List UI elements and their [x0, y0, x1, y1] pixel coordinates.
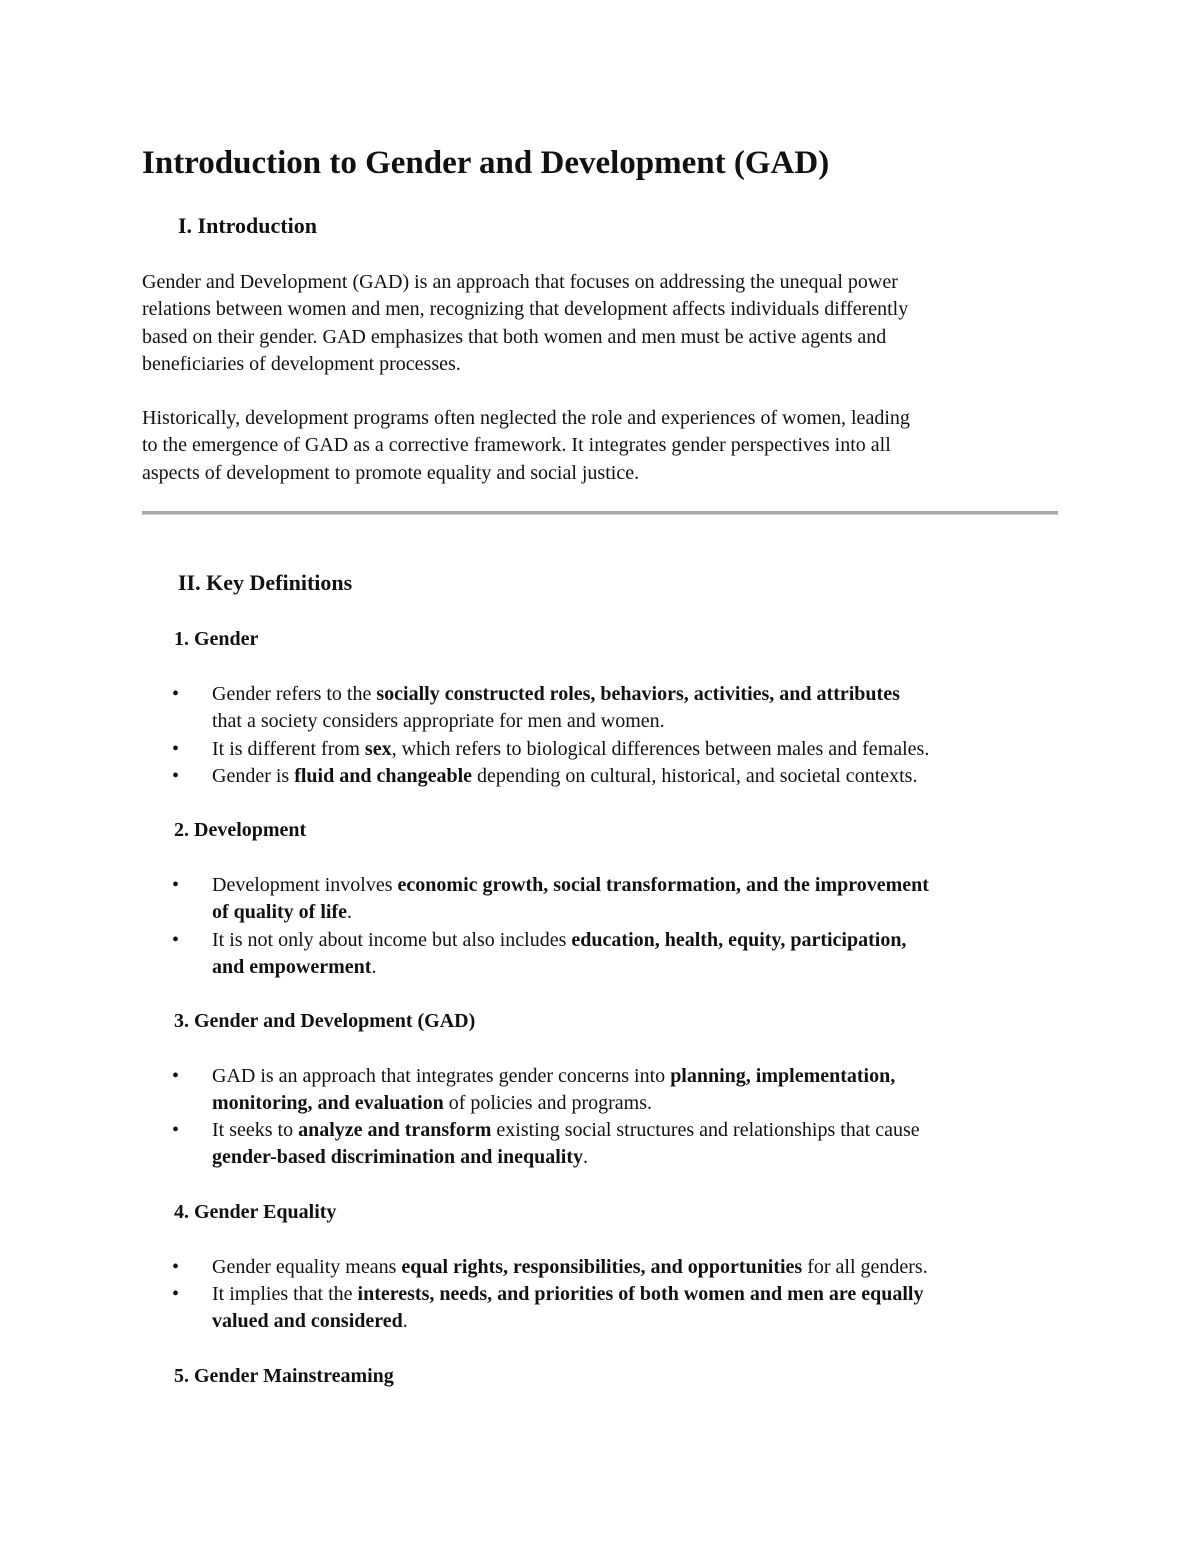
text-run: Development involves	[212, 874, 398, 896]
text-run: of policies and programs.	[443, 1092, 652, 1115]
bold-text: monitoring, and evaluation	[212, 1092, 444, 1115]
list-item-line	[212, 1254, 928, 1281]
bold-text: planning, implementation,	[670, 1065, 896, 1087]
bold-text: economic growth, social transformation, and the improvement	[397, 874, 929, 896]
text-run: depending on cultural, historical, and societal contexts.	[472, 765, 918, 787]
list-item-line	[212, 681, 900, 708]
text-run: It is not only about income but also includes	[212, 929, 572, 951]
bullet-marker: •	[172, 929, 180, 951]
text-run: Gender equality means	[212, 1256, 402, 1278]
bullet-marker: •	[172, 874, 180, 896]
list-item-text	[212, 1063, 895, 1118]
paragraph-line: based on their gender. GAD emphasizes that both women and men must be active agents and	[142, 325, 887, 348]
list-item-line	[212, 1063, 895, 1090]
bold-text: equal rights, responsibilities, and opportunities	[401, 1256, 803, 1278]
bullet-marker: •	[172, 765, 180, 787]
list-item-line	[212, 1281, 923, 1308]
bold-text: socially constructed roles, behaviors, activities, and attributes	[376, 683, 900, 705]
definition-heading-gender-equality: 4. Gender Equality	[174, 1201, 337, 1223]
list-item-text	[212, 681, 900, 736]
list-item-line	[212, 1144, 920, 1171]
text-run: GAD is an approach that integrates gender concerns into	[212, 1065, 671, 1087]
bullet-marker: •	[172, 738, 180, 760]
bold-text: education, health, equity, participation,	[571, 929, 907, 951]
list-item-line	[212, 708, 900, 735]
list-item-line	[212, 1308, 923, 1335]
definition-heading-gender: 1. Gender	[174, 628, 259, 650]
intro-paragraph-1	[142, 269, 1062, 378]
bold-text: sex	[364, 738, 392, 760]
list-item-text	[212, 736, 929, 763]
document-title: Introduction to Gender and Development (GAD)	[142, 145, 830, 181]
text-run: Gender refers to the	[212, 683, 377, 705]
text-run: It is different from	[212, 738, 365, 760]
intro-paragraph-2	[142, 405, 1062, 487]
list-item-text	[212, 927, 906, 982]
text-run: Gender is	[212, 765, 295, 787]
list-item-line	[212, 872, 929, 899]
list-item-text	[212, 1281, 923, 1336]
bold-text: analyze and transform	[298, 1119, 492, 1141]
section-heading-key-definitions: II. Key Definitions	[178, 570, 353, 595]
list-item-line	[212, 763, 917, 790]
definition-heading-gender-mainstreaming: 5. Gender Mainstreaming	[174, 1365, 394, 1387]
list-item-line	[212, 927, 906, 954]
paragraph-line: relations between women and men, recognizing that development affects individuals differently	[142, 298, 909, 321]
bullet-marker: •	[172, 1256, 180, 1278]
text-run: that a society considers appropriate for men and women.	[212, 710, 665, 733]
text-run: , which refers to biological differences between males and females.	[391, 738, 930, 760]
paragraph-line: aspects of development to promote equality and social justice.	[142, 461, 640, 484]
list-item-line	[212, 899, 929, 926]
definition-heading-development: 2. Development	[174, 819, 307, 841]
list-item-text	[212, 763, 917, 790]
bullet-marker: •	[172, 683, 180, 705]
bold-text: valued and considered	[212, 1310, 403, 1333]
paragraph-line: to the emergence of GAD as a corrective framework. It integrates gender perspectives into all	[142, 434, 891, 457]
text-run: .	[582, 1146, 588, 1169]
list-item-text	[212, 872, 929, 927]
bullet-marker: •	[172, 1283, 180, 1305]
list-item-text	[212, 1117, 920, 1172]
definition-heading-gad: 3. Gender and Development (GAD)	[174, 1010, 476, 1032]
list-item-line	[212, 1117, 920, 1144]
section-heading-introduction: I. Introduction	[178, 213, 317, 238]
list-item-text	[212, 1254, 928, 1281]
text-run: .	[371, 956, 377, 979]
horizontal-rule	[142, 511, 1058, 515]
bullet-marker: •	[172, 1065, 180, 1087]
list-item-line	[212, 736, 929, 763]
paragraph-line: Gender and Development (GAD) is an approach that focuses on addressing the unequal power	[142, 271, 898, 293]
text-run: It seeks to	[212, 1119, 299, 1141]
bold-text: gender-based discrimination and inequality	[212, 1146, 583, 1169]
bullet-marker: •	[172, 1119, 180, 1141]
text-run: existing social structures and relationships that cause	[491, 1119, 920, 1141]
bold-text: fluid and changeable	[294, 765, 473, 787]
text-run: It implies that the	[212, 1283, 358, 1305]
bold-text: and empowerment	[212, 956, 372, 979]
text-run: .	[347, 901, 352, 924]
list-item-line	[212, 1090, 895, 1117]
bold-text: interests, needs, and priorities of both women and men are equally	[357, 1283, 924, 1305]
paragraph-line: Historically, development programs often neglected the role and experiences of women, leading	[142, 407, 910, 429]
paragraph-line: beneficiaries of development processes.	[142, 352, 461, 375]
text-run: for all genders.	[802, 1256, 928, 1278]
bold-text: of quality of life	[212, 901, 347, 924]
list-item-line	[212, 954, 906, 981]
text-run: .	[402, 1310, 408, 1333]
